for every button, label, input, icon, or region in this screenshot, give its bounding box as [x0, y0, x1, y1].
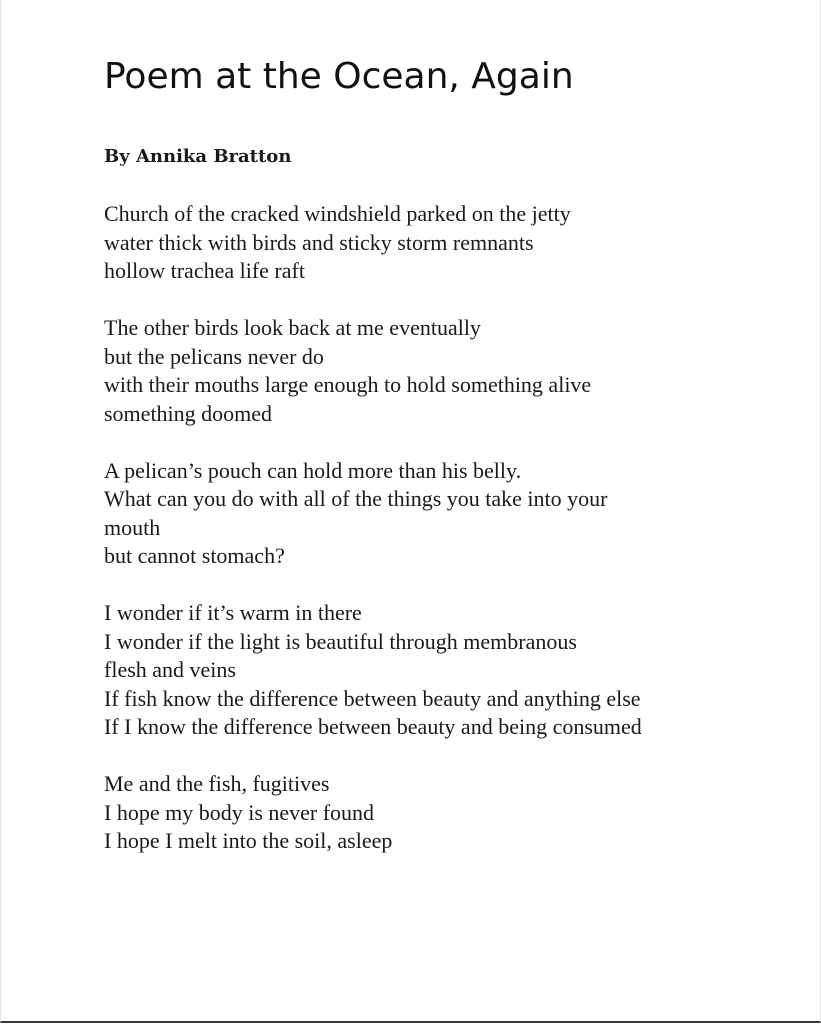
poem-body [104, 200, 784, 884]
poem-line: something doomed [104, 400, 273, 426]
poem-line: mouth [104, 514, 161, 540]
poem-line: flesh and veins [104, 657, 236, 682]
poem-line: hollow trachea life raft [104, 258, 305, 283]
stanza-1 [104, 200, 784, 286]
poem-line: If I know the difference between beauty and being consumed [104, 714, 642, 739]
stanza-5 [104, 770, 784, 856]
poem-line: A pelican’s pouch can hold more than his belly. [104, 457, 522, 483]
stanza-3 [104, 457, 784, 571]
stanza-4 [104, 599, 784, 742]
poem-byline: By Annika Bratton [104, 146, 292, 167]
poem-line: with their mouths large enough to hold something alive [104, 372, 592, 397]
poem-line: If fish know the difference between beauty and anything else [104, 685, 641, 711]
poem-line: I wonder if it’s warm in there [104, 600, 362, 625]
poem-line: I wonder if the light is beautiful through membranous [104, 628, 577, 654]
poem-line: but cannot stomach? [104, 543, 285, 568]
poem-line: What can you do with all of the things you take into your [104, 486, 608, 511]
poem-line: but the pelicans never do [104, 343, 324, 369]
poem-line: Church of the cracked windshield parked on the jetty [104, 201, 571, 226]
poem-title: Poem at the Ocean, Again [104, 56, 574, 97]
poem-line: water thick with birds and sticky storm remnants [104, 229, 534, 255]
poem-line: I hope I melt into the soil, asleep [104, 828, 393, 853]
poem-line: I hope my body is never found [104, 799, 375, 825]
poem-line: Me and the fish, fugitives [104, 771, 330, 796]
stanza-2 [104, 314, 784, 428]
poem-line: The other birds look back at me eventually [104, 315, 481, 340]
